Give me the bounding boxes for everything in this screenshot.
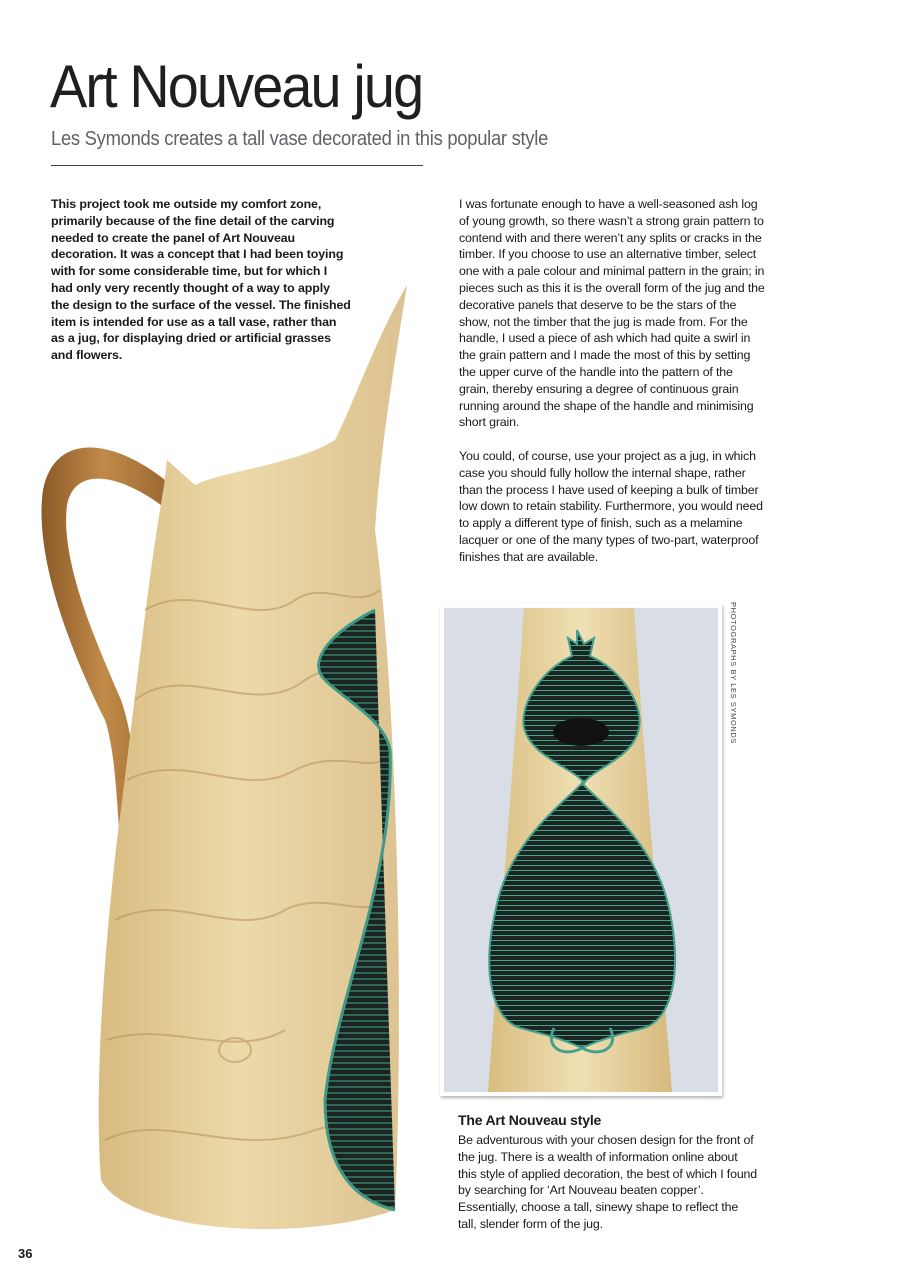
body-paragraph: I was fortunate enough to have a well-seasoned ash log of young growth, so there wasn’t a strong grain pattern to contend with and there weren’t any splits or cracks in the timber. If you choose to use an alternative timber, select one with a pale colour and minimal pattern in the grain; in pieces such as this it is the overall form of the jug and the decorative panels that deserve to be the stars of the show, not the timber that the jug is made from. For the handle, I used a piece of ash which had quite a swirl in the grain pattern and I made the most of this by setting the upper curve of the handle into the pattern of the grain, thereby ensuring a degree of continuous grain running around the shape of the handle and minimising short grain. bbox=[459, 197, 765, 430]
intro-paragraph: This project took me outside my comfort zone, primarily because of the fine detail of the carving needed to create the panel of Art Nouveau decoration. It was a concept that I had been toying with for some considerable time, but for which I had only very recently thought of a way to apply the design to the surface of the vessel. The finished item is intended for use as a tall vase, rather than as a jug, for displaying dried or artificial grasses and flowers. bbox=[51, 197, 351, 363]
page-number: 36 bbox=[18, 1246, 33, 1261]
title-divider bbox=[51, 165, 423, 166]
jug-photo bbox=[35, 280, 415, 1240]
body-paragraph: You could, of course, use your project as a jug, in which case you should fully hollow the internal shape, rather than the process I have used of keeping a bulk of timber low down to retain stability. Furthermore, you would need to apply a different type of finish, such as a melamine lacquer or one of the many types of two-part, waterproof finishes that are available. bbox=[459, 448, 763, 564]
sidebar-text: Be adventurous with your chosen design for the front of the jug. There is a wealth of information online about this style of applied decoration, the best of which I found by searching for ‘Art Nouveau beaten copper’. Essentially, choose a tall, sinewy shape to reflect the tall, slender form of the jug. bbox=[458, 1133, 758, 1231]
sidebar-heading: The Art Nouveau style bbox=[458, 1112, 602, 1128]
photo-credit: PHOTOGRAPHS BY LES SYMONDS bbox=[729, 602, 738, 745]
article-title: Art Nouveau jug bbox=[50, 53, 423, 120]
vase-detail-image bbox=[444, 608, 718, 1092]
vase-detail-photo bbox=[440, 604, 722, 1096]
body-column bbox=[459, 196, 765, 582]
article-subtitle: Les Symonds creates a tall vase decorated in this popular style bbox=[51, 128, 549, 150]
